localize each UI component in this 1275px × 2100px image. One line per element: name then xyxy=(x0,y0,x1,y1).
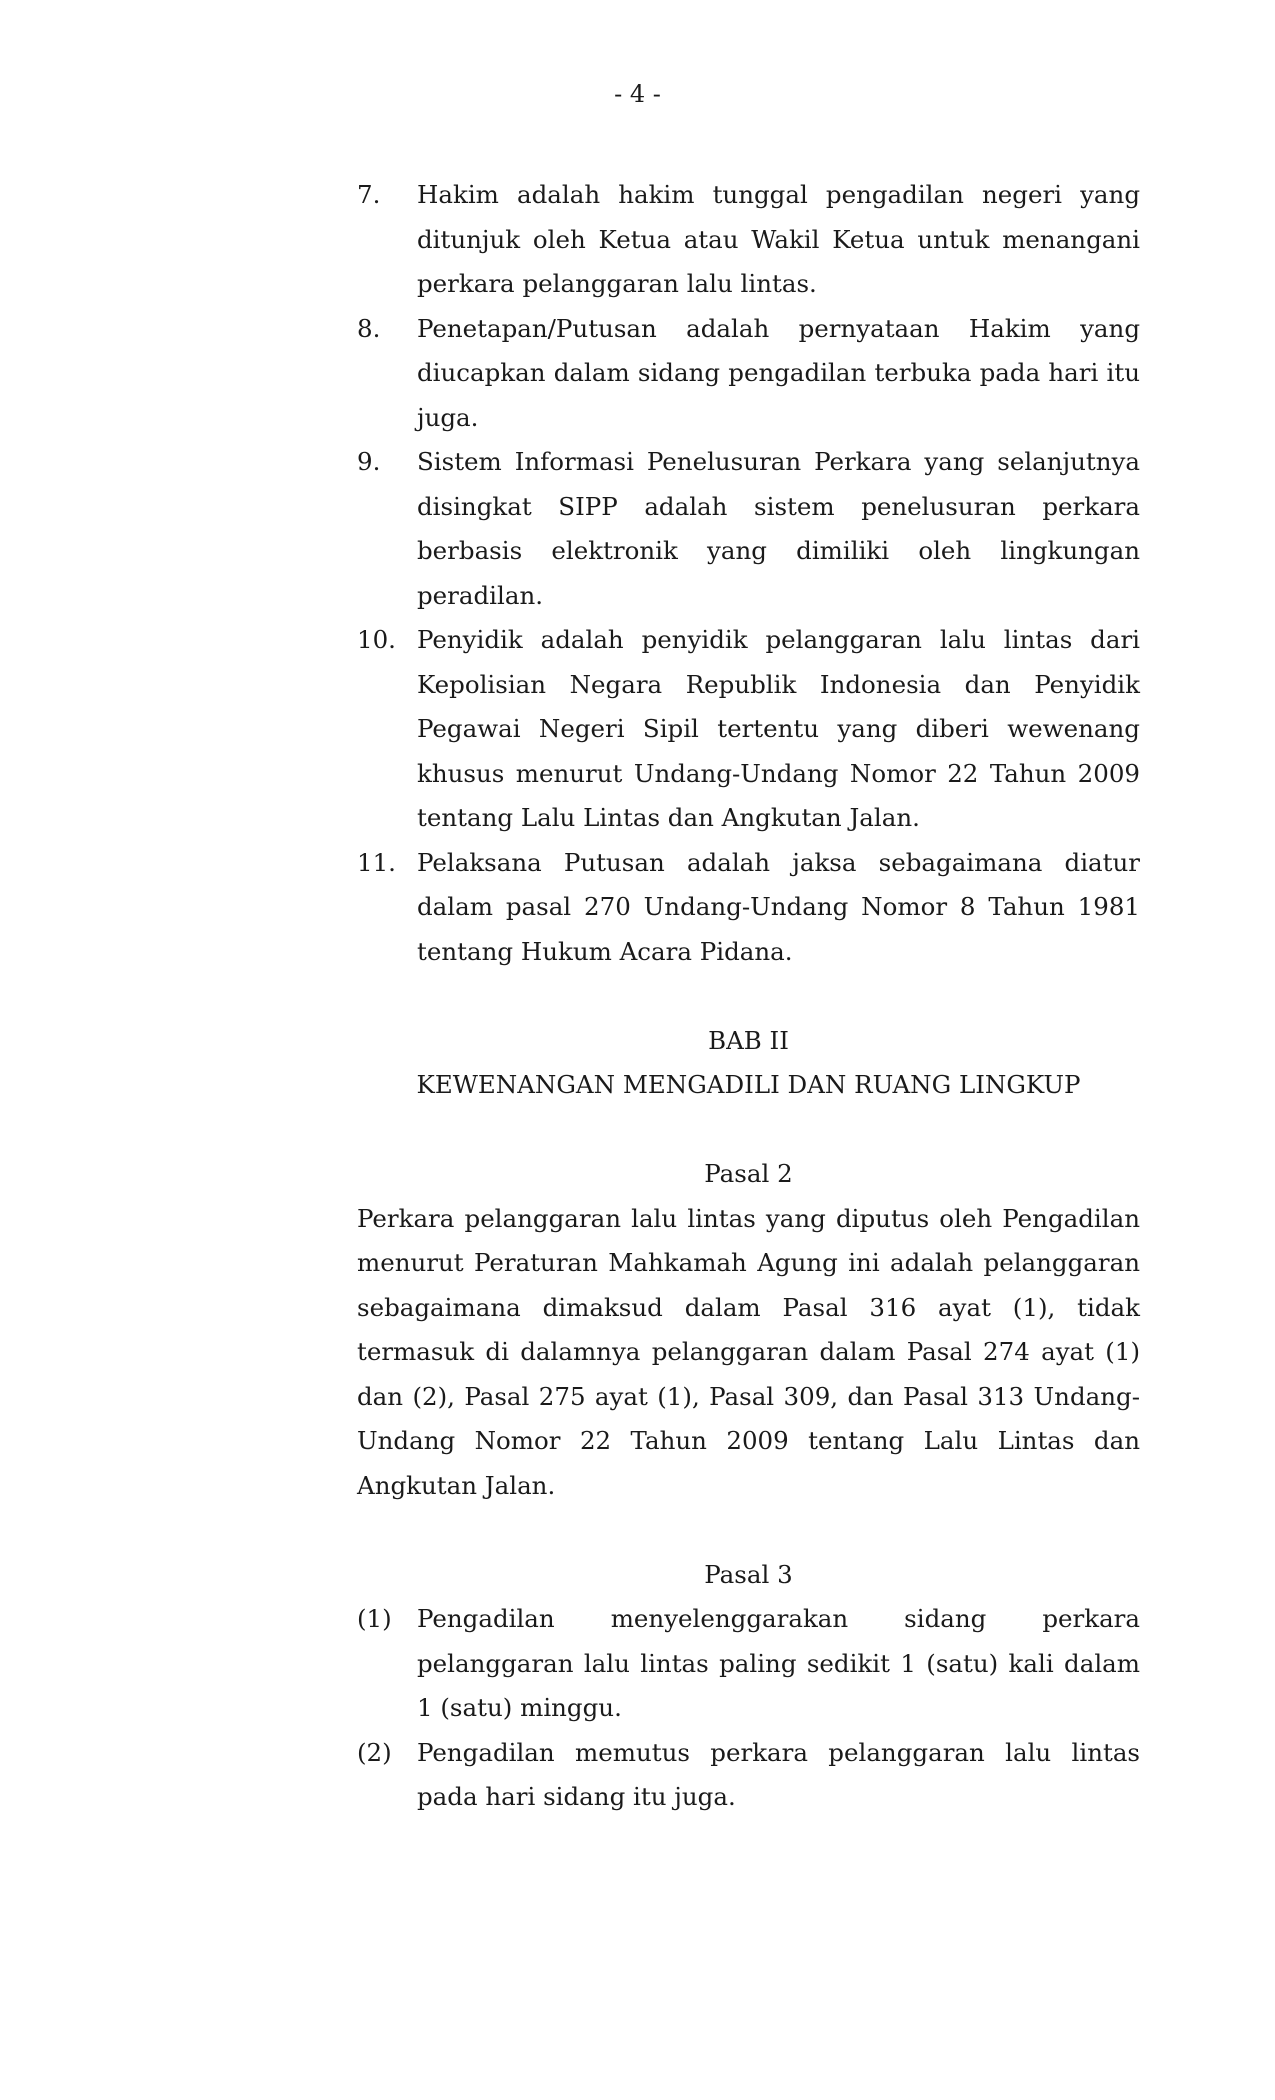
item-number: 11. xyxy=(357,847,396,877)
chapter-title: KEWENANGAN MENGADILI DAN RUANG LINGKUP xyxy=(416,1070,1081,1099)
chapter-label: BAB II xyxy=(708,1025,789,1055)
item-number: 8. xyxy=(357,313,381,343)
pasal-3-list xyxy=(357,1597,1140,1820)
spacer xyxy=(357,974,1140,1019)
item-text: Pelaksana Putusan adalah jaksa sebagaimana diatur dalam pasal 270 Undang-Undang Nomor 8 Tahun 1981 tentang Hukum Acara Pidana. xyxy=(417,847,1140,966)
item-number: 10. xyxy=(357,625,396,654)
pasal-2-heading: Pasal 2 xyxy=(704,1159,793,1188)
item-text: Hakim adalah hakim tunggal pengadilan negeri yang ditunjuk oleh Ketua atau Wakil Ketua untuk menangani perkara pelanggaran lalu lintas. xyxy=(417,180,1140,298)
definition-item xyxy=(357,841,1140,975)
item-text: Pengadilan memutus perkara pelanggaran lalu lintas pada hari sidang itu juga. xyxy=(417,1737,1140,1811)
definition-item xyxy=(357,618,1140,841)
spacer xyxy=(357,1108,1140,1153)
spacer xyxy=(357,1508,1140,1553)
item-text: Sistem Informasi Penelusuran Perkara yang selanjutnya disingkat SIPP adalah sistem penelusuran perkara berbasis elektronik yang dimiliki oleh lingkungan peradilan. xyxy=(417,447,1140,610)
item-number: 9. xyxy=(357,447,381,476)
pasal-3-item xyxy=(357,1597,1140,1731)
item-text: Penyidik adalah penyidik pelanggaran lalu lintas dari Kepolisian Negara Republik Indonesia dan Penyidik Pegawai Negeri Sipil tertentu yang diberi wewenang khusus menurut Undang-Undang Nomor 22 Tahun 2009 tentang Lalu Lintas dan Angkutan Jalan. xyxy=(417,625,1140,832)
item-text: Penetapan/Putusan adalah pernyataan Hakim yang diucapkan dalam sidang pengadilan terbuka pada hari itu juga. xyxy=(417,313,1140,432)
definition-item xyxy=(357,307,1140,441)
pasal-3-item xyxy=(357,1731,1140,1820)
item-number: 7. xyxy=(357,180,381,209)
item-text: Pengadilan menyelenggarakan sidang perkara pelanggaran lalu lintas paling sedikit 1 (satu) kali dalam 1 (satu) minggu. xyxy=(417,1604,1140,1722)
item-number: (1) xyxy=(357,1604,392,1633)
page-number: - 4 - xyxy=(614,80,661,108)
definition-item xyxy=(357,173,1140,307)
pasal-2-text: Perkara pelanggaran lalu lintas yang diputus oleh Pengadilan menurut Peraturan Mahkamah Agung ini adalah pelanggaran sebagaimana dimaksud dalam Pasal 316 ayat (1), tidak termasuk di dalamnya pelanggaran dalam Pasal 274 ayat (1) dan (2), Pasal 275 ayat (1), Pasal 309, dan Pasal 313 Undang-Undang Nomor 22 Tahun 2009 tentang Lalu Lintas dan Angkutan Jalan. xyxy=(357,1203,1140,1500)
page-content xyxy=(357,173,1140,1820)
item-number: (2) xyxy=(357,1737,392,1767)
pasal-3-heading: Pasal 3 xyxy=(704,1559,793,1589)
definition-list xyxy=(357,173,1140,974)
definition-item xyxy=(357,440,1140,618)
